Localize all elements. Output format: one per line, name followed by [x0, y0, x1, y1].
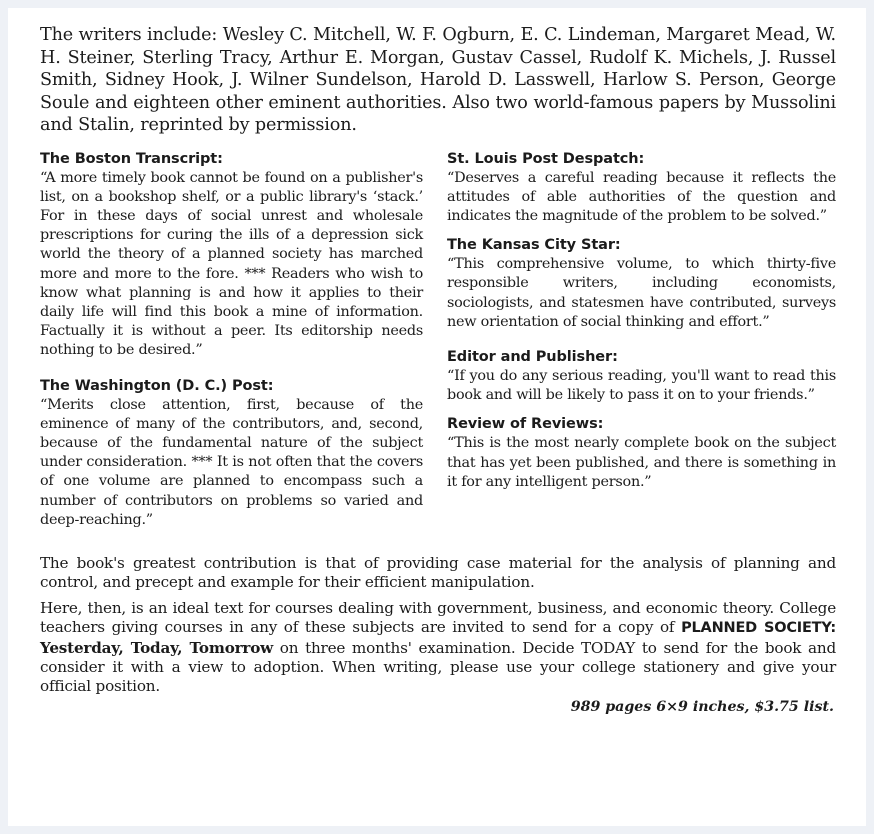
review-source: Editor and Publisher:	[447, 348, 618, 365]
review-quote: “Merits close attention, first, because of the eminence of many of the contributors, and, second, because of the fundamental nature of the subject under consideration. *** It is not often that the covers of one volume are planned to encompass such a number of contributors on problems so varied and deep-reaching.”	[40, 396, 423, 528]
advertisement-page	[8, 8, 866, 826]
review-st-louis-post-despatch	[447, 150, 836, 227]
review-editor-and-publisher	[447, 348, 836, 405]
review-kansas-city-star	[447, 236, 836, 332]
reviews-left-column	[40, 150, 423, 546]
review-washington-post	[40, 377, 423, 530]
intro-paragraph: The writers include: Wesley C. Mitchell, W. F. Ogburn, E. C. Lindeman, Margaret Mead, W. H. Steiner, Sterling Tracy, Arthur E. Morgan, Gustav Cassel, Rudolf K. Michels, J. Russel Smith, Sidney Hook, J. Wilner Sundelson, Harold D. Lasswell, Harlow S. Person, George Soule and eighteen other eminent authorities. Also two world-famous papers by Mussolini and Stalin, reprinted by permission.	[40, 25, 836, 135]
reviews-columns	[40, 150, 836, 546]
review-quote: “If you do any serious reading, you'll want to read this book and will be likely to pass it on to your friends.”	[447, 367, 836, 404]
contribution-paragraph: The book's greatest contribution is that of providing case material for the analysis of planning and control, and precept and example for their efficient manipulation.	[40, 553, 836, 592]
book-specs: 989 pages 6×9 inches, $3.75 list.	[570, 698, 834, 715]
review-quote: “This comprehensive volume, to which thirty-five responsible writers, including economists, sociologists, and statesmen have contributed, surveys new orientation of social thinking and effort.”	[447, 256, 836, 330]
pitch-text-after: on three months' examination. Decide TODAY to send for the book and consider it with a view to adoption. When writing, please use your college stationery and give your official position.	[40, 638, 836, 696]
review-source: Review of Reviews:	[447, 416, 604, 433]
review-quote: “A more timely book cannot be found on a publisher's list, on a bookshop shelf, or a public library's ‘stack.’ For in these days of social unrest and wholesale prescriptions for curing the ills of a depression sick world the theory of a planned society has marched more and more to the fore. *** Readers who wish to know what planning is and how it applies to their daily life will find this book a mine of information. Factually it is without a peer. Its editorship needs nothing to be desired.”	[40, 169, 423, 359]
pitch-paragraph	[40, 599, 836, 697]
book-subtitle: Yesterday, Today, Tomorrow	[40, 638, 274, 657]
review-source: The Boston Transcript:	[40, 150, 223, 167]
review-boston-transcript	[40, 150, 423, 361]
review-quote: “Deserves a careful reading because it reflects the attitudes of able authorities of the question and indicates the magnitude of the problem to be solved.”	[447, 169, 836, 224]
review-source: The Kansas City Star:	[447, 237, 621, 254]
review-quote: “This is the most nearly complete book on the subject that has yet been published, and there is something in it for any intelligent person.”	[447, 435, 836, 490]
review-source: St. Louis Post Despatch:	[447, 150, 645, 167]
pitch-text-before: Here, then, is an ideal text for courses dealing with government, business, and economic theory. College teachers giving courses in any of these subjects are invited to send for a copy of	[40, 598, 836, 637]
review-source: The Washington (D. C.) Post:	[40, 377, 274, 394]
review-review-of-reviews	[447, 415, 836, 492]
book-title: PLANNED SOCIETY:	[681, 620, 836, 637]
reviews-right-column	[447, 150, 836, 546]
